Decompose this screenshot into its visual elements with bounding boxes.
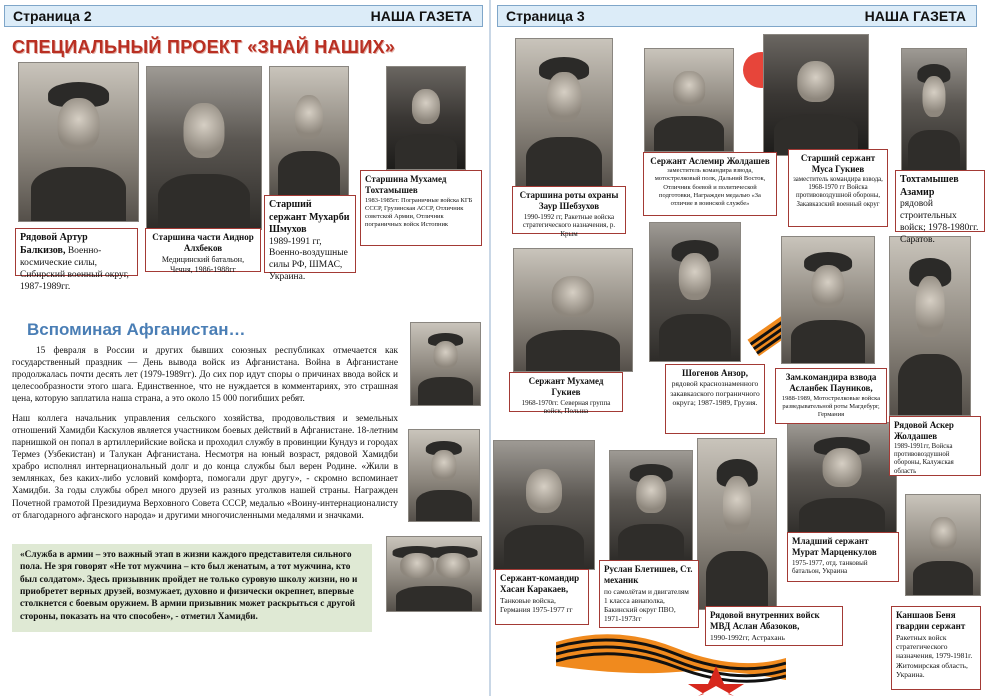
photo-caption: Старший сержант Мухарби Шмухов 1989-1991 гг, Военно-воздушные силы РФ, ШМАС, Украина. [264,195,356,273]
section-title: Вспоминая Афганистан… [27,320,246,339]
soldier-photo [697,438,777,610]
quote-block: «Служба в армии – это важный этап в жизни каждого представителя сильного пола. Не зря говорят «Не тот мужчина – кто был женатым, а тот мужчина, кто был солдатом». Здесь призывник пройдет не только суровую школу жизни, но и приобретет верных друзей, возмужает, духовно и физически окрепнет, впервые столкнется с боевым оружием. В армии призывник может раскрыться с другой стороны, показать на что способен», - отметил Хамидби. [12,544,372,632]
newspaper-name: НАША ГАЗЕТА [370,8,472,24]
soldier-photo [146,66,262,230]
soldier-photo [410,322,481,406]
soldier-photo [889,236,971,416]
soldier-photo [901,48,967,172]
page-header-right [497,5,977,27]
photo-caption: Сержант-командир Хасан Каракаев, Танковые войска, Германия 1975-1977 гг [495,569,589,625]
soldier-photo [649,222,741,362]
newspaper-name: НАША ГАЗЕТА [864,8,966,24]
photo-caption: Старшина части Аиднор Алхбеков Медицинский батальон, Чечня, 1986-1988гг [145,228,261,272]
photo-caption: Зам.командира взвода Асланбек Пауников, 1988-1989, Мотострелковые войска разведывательной роты Магдебург, Германия [775,368,887,424]
page-number: Страница 3 [506,8,585,24]
photo-caption: Рядовой внутренних войск МВД Аслан Абазоков, 1990-1992гг, Астрахань [705,606,843,646]
photo-caption: Младший сержант Мурат Марценкулов 1975-1977, отд. танковый батальон, Украина [787,532,899,582]
photo-caption: Каншаов Беня гвардии сержант Ракетных войск стратегического назначения, 1979-1981г. Житомирская область, Украина. [891,606,981,690]
soldier-photo [644,48,734,152]
photo-caption: Рядовой Аскер Жолдашев 1989-1991гг, Войска противовоздушной обороны, Калужская область [889,416,981,476]
soldier-photo [905,494,981,596]
soldier-photo [513,248,633,372]
soldier-photo [386,536,482,612]
page-number: Страница 2 [13,8,92,24]
soldier-photo [763,34,869,156]
photo-caption: Сержант Аслемир Жолдашев заместитель командира взвода, мотострелковый полк, Дальний Восток, Отличник боевой и политической подготовки, Награжден медалью «За отличие в воинской службе» [643,152,777,216]
left-page [0,0,489,696]
soldier-photo [18,62,139,222]
soldier-photo [515,38,613,188]
photo-caption: Рядовой Артур Балкизов, Военно-космические силы, Сибирский военный округ, 1987-1989гг. [15,228,138,276]
soldier-photo [787,422,897,538]
photo-caption: Старшина роты охраны Заур Шебзухов 1990-1992 гг, Ракетные войска стратегического назначения, р. Крым [512,186,626,234]
photo-caption: Старшина Мухамед Тохтамышев 1983-1985гг. Пограничные войска КГБ СССР, Грузинская АССР, Отличник советской Армии, Отличник пограничных войск Истопник [360,170,482,246]
soldier-photo [269,66,349,196]
photo-caption: Шогенов Анзор, рядовой краснознаменного закавказского пограничного округа; 1987-1989, Грузия. [665,364,765,434]
photo-caption: Сержант Мухамед Гукиев 1968-1970гг. Северная группа войск, Польша [509,372,623,412]
soldier-photo [386,66,466,170]
soldier-photo [781,236,875,364]
photo-caption: Старший сержант Муса Гукиев заместитель командира взвода, 1968-1970 гг Войска противовоздушной обороны, Закавказский военный округ [788,149,888,227]
soldier-photo [408,429,480,522]
soldier-photo [493,440,595,570]
photo-caption: Тохтамышев Азамир рядовой строительных войск; 1978-1980гг. Саратов. [895,170,985,232]
article-paragraph: Наш коллега начальник управления сельского хозяйства, продовольствия и земельных отношений Хамидби Каскулов является участником боевых действий в Афганистане. 18-летним парнишкой он попал в артиллерийские войска и проходил службу в провинции Кундуз и городах Термез (Узбекистан) и Талукан Афганистана. Несмотря на юный возраст, рядовой Хамидби храбро исполнял интернациональный долг и до конца службы был верен Родине. «Жили в землянках, без каких-либо условий комфорта, помогали друг другу», - скромно вспоминает Хамидби. За годы службы обрел много друзей из разных уголков нашей страны. Награжден Почетной грамотой Президиума Верховного Совета СССР, медалью «Воину-интернационалисту от благодарного афганского народа» и другими многочисленными медалями и значками. [12,414,398,521]
photo-caption: Руслан Блетишев, Ст. механик по самолётам и двигателям 1 класса авиаполка, Бакинский округ ПВО, 1971-1973гг [599,560,699,628]
project-title: СПЕЦИАЛЬНЫЙ ПРОЕКТ «ЗНАЙ НАШИХ» [12,37,396,57]
article-paragraph: 15 февраля в России и других бывших союзных республиках отмечается как государственный праздник — День вывода войск из Афганистана. Война в Афганистане продолжалась почти десять лет (1979-1989гг). До сих пор идут споры о причинах ввода войск и целесообразности этого шага. Единственное, что не нуждается в комментариях, это страшная цена, которую заплатила наша страна, а это около 15 000 погибших ребят. [12,346,398,405]
right-page [491,0,990,696]
page-header-left [4,5,483,27]
soldier-photo [609,450,693,562]
